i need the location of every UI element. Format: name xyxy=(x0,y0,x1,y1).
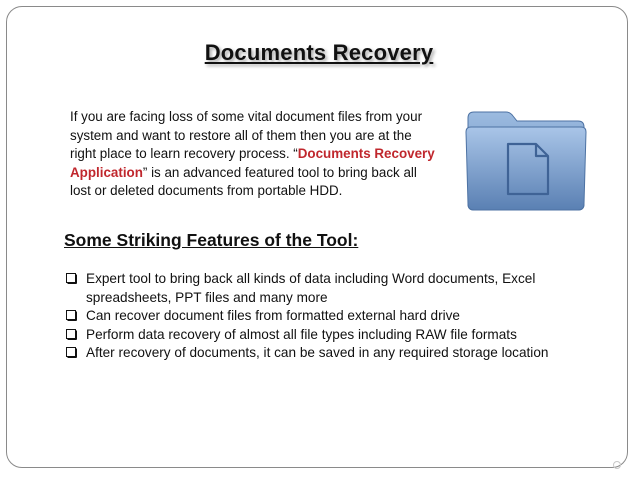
feature-item xyxy=(66,326,586,345)
intro-highlight: Documents Recovery Application xyxy=(70,146,435,180)
feature-item xyxy=(66,344,586,363)
document-folder-icon xyxy=(462,104,590,214)
feature-item xyxy=(66,307,586,326)
checkbox-bullet-icon xyxy=(66,310,77,321)
intro-text-start: If you are facing loss of some vital document files from your system and want to restore all of them then you are at the right place to learn recovery process. “ xyxy=(70,109,423,161)
checkbox-bullet-icon xyxy=(66,329,77,340)
feature-text: After recovery of documents, it can be saved in any required storage location xyxy=(86,345,549,360)
corner-circle-icon xyxy=(612,460,622,470)
checkbox-bullet-icon xyxy=(66,273,77,284)
features-list xyxy=(66,270,586,363)
feature-item xyxy=(66,270,586,307)
slide-title: Documents Recovery xyxy=(204,40,434,65)
feature-text: Perform data recovery of almost all file types including RAW file formats xyxy=(86,326,517,342)
features-heading: Some Striking Features of the Tool: xyxy=(64,230,359,250)
intro-text-end: ” is an advanced featured tool to bring back all lost or deleted documents from portable HDD. xyxy=(70,164,417,198)
checkbox-bullet-icon xyxy=(66,347,77,358)
feature-text: Expert tool to bring back all kinds of data including Word documents, Excel spreadsheets, PPT files and many more xyxy=(86,271,536,305)
feature-text: Can recover document files from formatted external hard drive xyxy=(86,308,460,323)
intro-paragraph xyxy=(70,108,440,201)
